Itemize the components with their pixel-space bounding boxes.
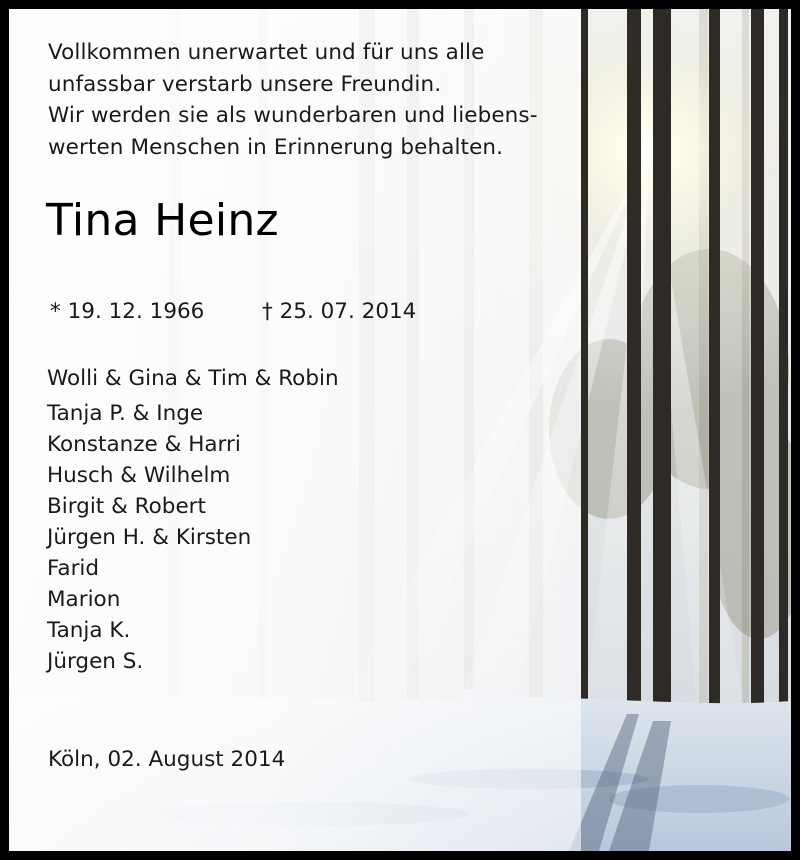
mourner-item: Tanja K. (47, 618, 131, 643)
mourner-item: Konstanze & Harri (47, 432, 241, 457)
birth-date: * 19. 12. 1966 (50, 299, 205, 324)
mourner-item: Husch & Wilhelm (47, 463, 231, 488)
intro-line: unfassbar verstarb unsere Freundin. (48, 71, 442, 97)
mourner-item: Farid (47, 556, 100, 581)
mourner-item: Marion (47, 587, 121, 612)
deceased-name: Tina Heinz (46, 195, 279, 246)
mourner-item: Birgit & Robert (47, 494, 206, 519)
life-dates (50, 297, 417, 327)
death-date: † 25. 07. 2014 (262, 299, 417, 324)
intro-line: werten Menschen in Erinnerung behalten. (48, 134, 504, 160)
notice-text (9, 9, 791, 851)
mourner-list (47, 363, 339, 677)
mourner-item: Jürgen S. (47, 649, 144, 674)
place-and-date: Köln, 02. August 2014 (48, 747, 286, 772)
intro-text (48, 37, 538, 163)
intro-line: Wir werden sie als wunderbaren und liebens- (48, 103, 538, 128)
mourner-item: Tanja P. & Inge (47, 401, 204, 426)
mourner-item: Jürgen H. & Kirsten (47, 525, 252, 550)
intro-line: Vollkommen unerwartet und für uns alle (48, 40, 485, 65)
mourner-item: Wolli & Gina & Tim & Robin (47, 366, 339, 391)
